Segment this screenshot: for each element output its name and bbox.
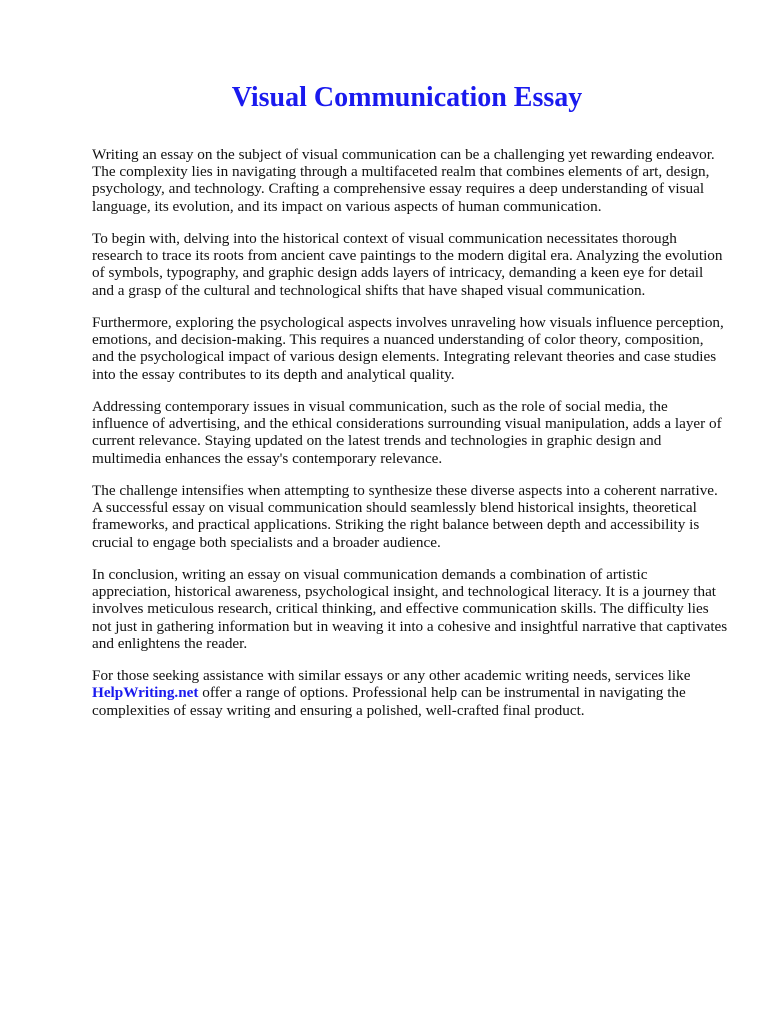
paragraph-contemporary-issues: Addressing contemporary issues in visual communication, such as the role of social media, the influence of advertising, and the ethical considerations surrounding visual manipulation, adds a layer of current relevance. Staying updated on the latest trends and technologies in graphic design and multimedia enhances the essay's contemporary relevance.: [92, 398, 722, 467]
helpwriting-link[interactable]: HelpWriting.net: [92, 684, 199, 702]
assistance-text-after-link: offer a range of options. Professional help can be instrumental in navigating the complexities of essay writing and ensuring a polished, well-crafted final product.: [92, 684, 686, 719]
paragraph-assistance: [92, 667, 728, 719]
document-title: Visual Communication Essay: [231, 82, 583, 113]
paragraph-synthesis-challenge: The challenge intensifies when attempting to synthesize these diverse aspects into a coherent narrative. A successful essay on visual communication should seamlessly blend historical insights, theoretical frameworks, and practical applications. Striking the right balance between depth and accessibility is crucial to engage both specialists and a broader audience.: [92, 482, 718, 551]
paragraph-historical-context: To begin with, delving into the historical context of visual communication necessitates thorough research to trace its roots from ancient cave paintings to the modern digital era. Analyzing the evolution of symbols, typography, and graphic design adds layers of intricacy, demanding a keen eye for detail and a grasp of the cultural and technological shifts that have shaped visual communication.: [92, 230, 723, 299]
assistance-text-before-link: For those seeking assistance with similar essays or any other academic writing needs, services like: [92, 667, 691, 685]
document-body: [92, 146, 728, 734]
paragraph-conclusion: In conclusion, writing an essay on visual communication demands a combination of artistic appreciation, historical awareness, psychological insight, and technological literacy. It is a journey that involves meticulous research, critical thinking, and effective communication skills. The difficulty lies not just in gathering information but in weaving it into a cohesive and insightful narrative that captivates and enlightens the reader.: [92, 566, 728, 652]
paragraph-intro: Writing an essay on the subject of visual communication can be a challenging yet rewarding endeavor. The complexity lies in navigating through a multifaceted realm that combines elements of art, design, psychology, and technology. Crafting a comprehensive essay requires a deep understanding of visual language, its evolution, and its impact on various aspects of human communication.: [92, 146, 715, 215]
paragraph-psychological-aspects: Furthermore, exploring the psychological aspects involves unraveling how visuals influence perception, emotions, and decision-making. This requires a nuanced understanding of color theory, composition, and the psychological impact of various design elements. Integrating relevant theories and case studies into the essay contributes to its depth and analytical quality.: [92, 314, 724, 383]
